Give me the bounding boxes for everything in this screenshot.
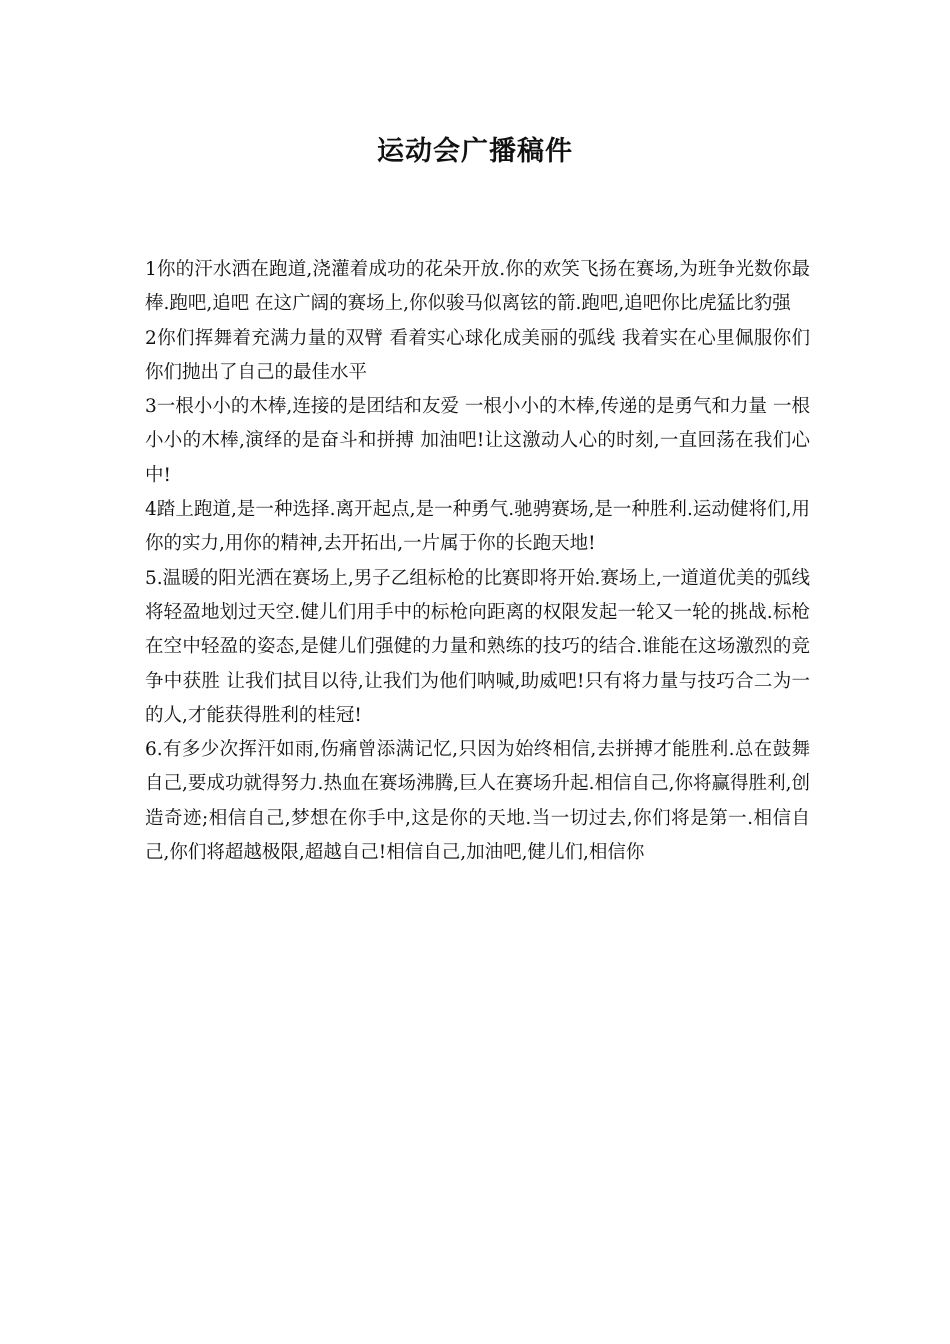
paragraph-1: 1你的汗水洒在跑道,浇灌着成功的花朵开放.你的欢笑飞扬在赛场,为班争光数你最棒.跑吧,追吧 在这广阔的赛场上,你似骏马似离铉的箭.跑吧,追吧你比虎猛比豹强 [145, 259, 810, 315]
paragraph-3: 3一根小小的木棒,连接的是团结和友爱 一根小小的木棒,传递的是勇气和力量 一根小小的木棒,演绎的是奋斗和拼搏 加油吧!让这激动人心的时刻,一直回荡在我们心中! [145, 396, 810, 486]
paragraph-6: 6.有多少次挥汗如雨,伤痛曾添满记忆,只因为始终相信,去拼搏才能胜利.总在鼓舞自己,要成功就得努力.热血在赛场沸腾,巨人在赛场升起.相信自己,你将赢得胜利,创造奇迹;相信自己,梦想在你手中,这是你的天地.当一切过去,你们将是第一.相信自己,你们将超越极限,超越自己!相信自己,加油吧,健儿们,相信你 [145, 739, 810, 864]
document-body [145, 253, 810, 870]
paragraph-5: 5.温暖的阳光洒在赛场上,男子乙组标枪的比赛即将开始.赛场上,一道道优美的弧线将轻盈地划过天空.健儿们用手中的标枪向距离的权限发起一轮又一轮的挑战.标枪在空中轻盈的姿态,是健儿们强健的力量和熟练的技巧的结合.谁能在这场激烈的竞争中获胜 让我们拭目以待,让我们为他们呐喊,助威吧!只有将力量与技巧合二为一的人,才能获得胜利的桂冠! [145, 567, 810, 726]
paragraph-4: 4踏上跑道,是一种选择.离开起点,是一种勇气.驰骋赛场,是一种胜利.运动健将们,用你的实力,用你的精神,去开拓出,一片属于你的长跑天地! [145, 499, 810, 555]
document-title: 运动会广播稿件 [377, 136, 573, 167]
paragraph-2: 2你们挥舞着充满力量的双臂 看着实心球化成美丽的弧线 我着实在心里佩服你们你们抛出了自己的最佳水平 [145, 327, 810, 383]
